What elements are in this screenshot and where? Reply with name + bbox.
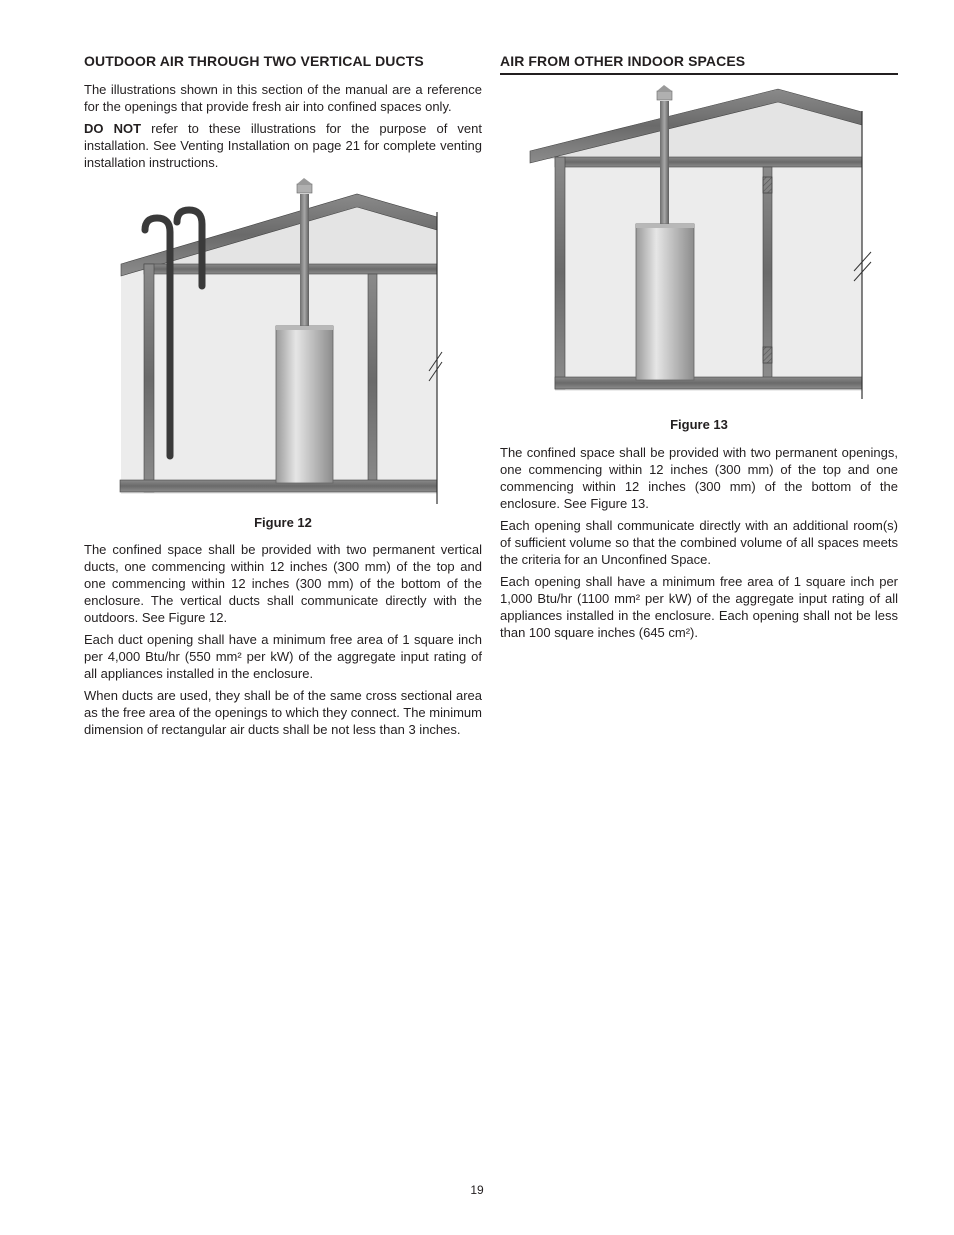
vent-cap [657,91,672,100]
figure-13-illustration [500,81,898,411]
left-paragraph-1: The confined space shall be provided with two permanent vertical ducts, one commencing within 12 inches (300 mm) of the top and one commencing within 12 inches (300 mm) of the bottom of the enclosure. The vertical ducts shall communicate directly with the outdoors. See Figure 12. [84,542,482,625]
page-number: 19 [470,1183,484,1197]
vent-pipe [660,101,669,225]
floor-plate [555,377,862,389]
left-paragraph-2: Each duct opening shall have a minimum free area of 1 square inch per 4,000 Btu/hr (550 mm² per kW) of the aggregate input rating of all appliances installed in the enclosure. [84,632,482,681]
left-column [84,52,482,743]
interior-background [555,161,862,391]
water-heater-tank [636,224,694,380]
right-paragraph-3: Each opening shall have a minimum free area of 1 square inch per 1,000 Btu/hr (1100 mm² per kW) of the aggregate input rating of all appliances installed in the enclosure. Each opening shall not be less than 100 square inches (645 cm²). [500,574,898,640]
left-stud [555,157,565,389]
vent-pipe [300,194,309,326]
right-column [500,52,898,646]
ceiling-joist [555,157,862,167]
right-stud [368,274,377,490]
section-heading-outdoor-air: OUTDOOR AIR THROUGH TWO VERTICAL DUCTS [84,53,424,69]
section-heading-indoor-air: AIR FROM OTHER INDOOR SPACES [500,52,898,75]
left-stud [144,264,154,492]
right-paragraph-2: Each opening shall communicate directly with an additional room(s) of sufficient volume so that the combined volume of all spaces meets the criteria for an Unconfined Space. [500,518,898,567]
right-paragraph-1: The confined space shall be provided with two permanent openings, one commencing within 12 inches (300 mm) of the top and one commencing within 12 inches (300 mm) of the bottom of the enclosure. See Figure 13. [500,445,898,511]
water-heater-tank [276,326,333,483]
lower-opening [763,347,772,363]
figure-13-caption: Figure 13 [670,417,728,432]
left-paragraph-3: When ducts are used, they shall be of the same cross sectional area as the free area of the openings to which they connect. The minimum dimension of rectangular air ducts shall be not less than 3 inches. [84,688,482,737]
figure-12-caption: Figure 12 [254,515,312,530]
warning-text: refer to these illustrations for the purpose of vent installation. See Venting Installation on page 21 for complete venting installation instructions. [84,121,482,170]
upper-opening [763,177,772,193]
intro-paragraph: The illustrations shown in this section of the manual are a reference for the openings that provide fresh air into confined spaces only. [84,82,482,114]
figure-12-illustration [84,176,482,506]
warning-paragraph [84,120,482,171]
ceiling-joist [144,264,437,274]
warning-strong: DO NOT [84,121,142,136]
vent-cap [297,184,312,193]
